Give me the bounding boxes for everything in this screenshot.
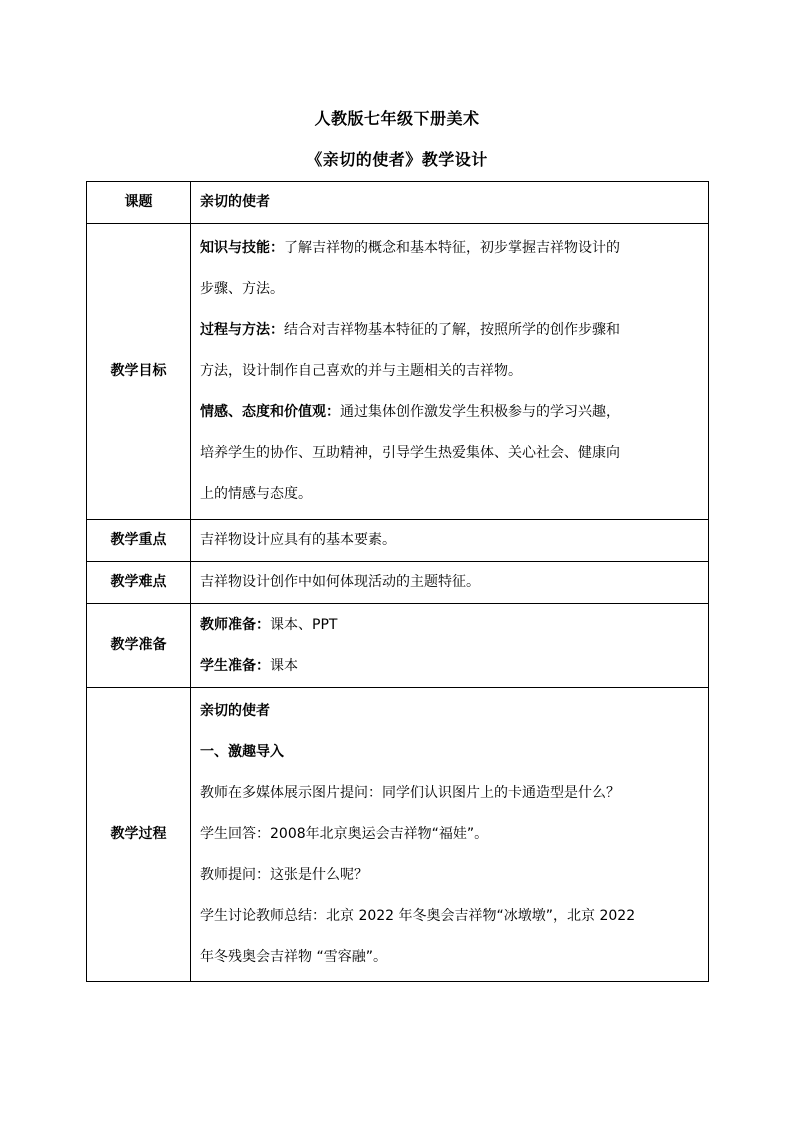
process-line-4: 学生讨论教师总结：北京 2022 年冬奥会吉祥物“冰墩墩”，北京 2022 — [200, 908, 636, 924]
teacher-prep-heading: 教师准备： — [200, 616, 270, 633]
subject-value: 亲切的使者 — [191, 182, 709, 224]
knowledge-text-1: 了解吉祥物的概念和基本特征，初步掌握吉祥物设计的 — [284, 240, 620, 256]
process-line-5: 年冬残奥会吉祥物 “雪容融”。 — [200, 949, 387, 965]
process-text-1: 结合对吉祥物基本特征的了解，按照所学的创作步骤和 — [284, 322, 620, 338]
table-row-difficulties — [87, 562, 709, 604]
subject-label: 课题 — [87, 182, 191, 224]
difficulties-label: 教学难点 — [87, 562, 191, 604]
process-text-2: 方法，设计制作自己喜欢的并与主题相关的吉祥物。 — [200, 363, 522, 379]
process-goal — [200, 310, 702, 351]
table-row-preparation — [87, 604, 709, 688]
student-prep-value: 课本 — [270, 657, 298, 674]
key-points-value: 吉祥物设计应具有的基本要素。 — [191, 520, 709, 562]
emotion-text-3: 上的情感与态度。 — [200, 486, 312, 502]
knowledge-goal — [200, 228, 702, 269]
table-row-goals — [87, 224, 709, 520]
table-row-subject — [87, 182, 709, 224]
knowledge-heading: 知识与技能： — [200, 240, 284, 256]
emotion-heading: 情感、态度和价值观： — [200, 404, 340, 420]
lesson-plan-table — [86, 181, 709, 982]
preparation-label: 教学准备 — [87, 604, 191, 688]
goals-content — [191, 224, 709, 520]
emotion-text-1: 通过集体创作激发学生积极参与的学习兴趣， — [340, 404, 620, 420]
lesson-title: 亲切的使者 — [200, 703, 270, 719]
emotion-goal — [200, 392, 702, 433]
process-heading: 过程与方法： — [200, 322, 284, 338]
student-prep-heading: 学生准备： — [200, 657, 270, 674]
goals-label: 教学目标 — [87, 224, 191, 520]
key-points-label: 教学重点 — [87, 520, 191, 562]
process-label: 教学过程 — [87, 688, 191, 982]
document-title: 人教版七年级下册美术 — [314, 109, 480, 128]
table-row-key-points — [87, 520, 709, 562]
process-line-2: 学生回答：2008年北京奥运会吉祥物“福娃”。 — [200, 826, 489, 842]
table-row-process — [87, 688, 709, 982]
section-heading-1: 一、激趣导入 — [200, 744, 284, 760]
preparation-content — [191, 604, 709, 688]
teacher-preparation — [200, 605, 702, 646]
process-line-3: 教师提问：这张是什么呢？ — [200, 867, 368, 883]
emotion-text-2: 培养学生的协作、互助精神，引导学生热爱集体、关心社会、健康向 — [200, 445, 620, 461]
teacher-prep-value: 课本、PPT — [270, 616, 338, 633]
process-line-1: 教师在多媒体展示图片提问：同学们认识图片上的卡通造型是什么？ — [200, 785, 620, 801]
process-content — [191, 688, 709, 982]
student-preparation — [200, 646, 702, 687]
knowledge-text-2: 步骤、方法。 — [200, 281, 284, 297]
difficulties-value: 吉祥物设计创作中如何体现活动的主题特征。 — [191, 562, 709, 604]
document-subtitle: 《亲切的使者》教学设计 — [306, 150, 488, 169]
